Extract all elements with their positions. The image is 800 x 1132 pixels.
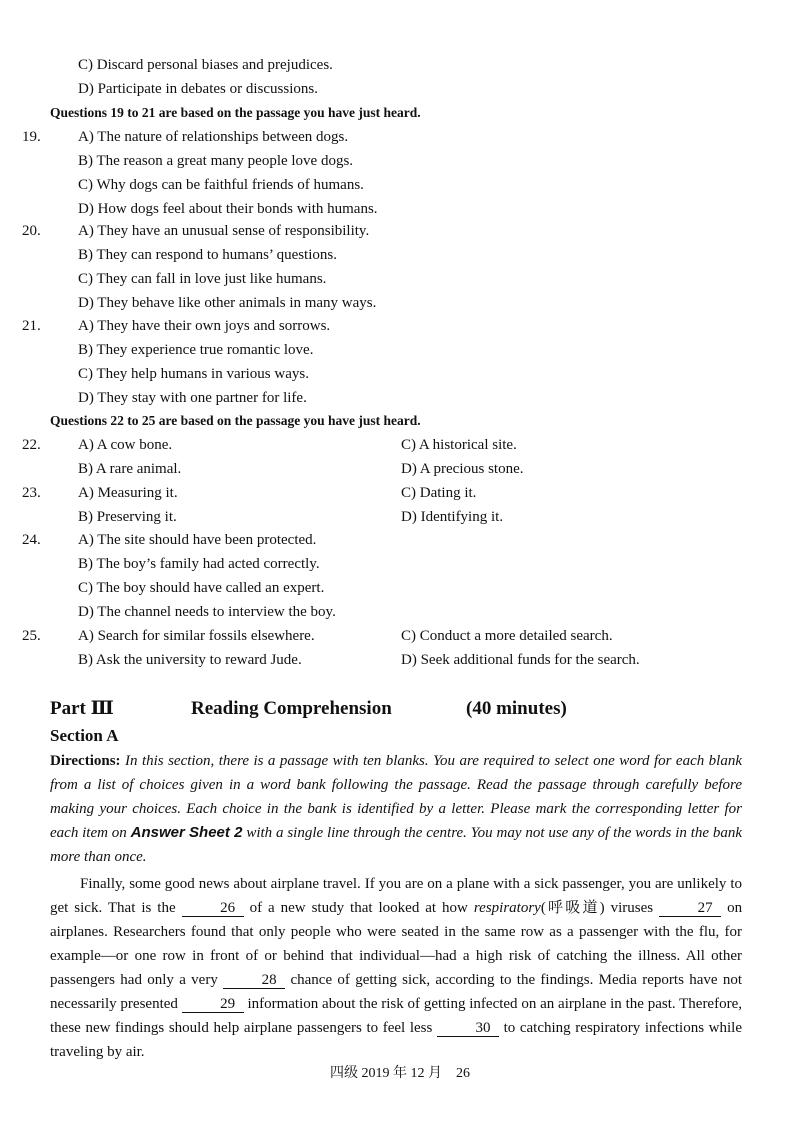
directions-text-1: In this section, there is a passage with ten blanks. You are required to select one word for each blank from a list of choices given in a word bank following the passage. Read the passage through carefully before making your choices. Each choice in the bank is identified by a letter. Please mark the corresponding letter for each item on (50, 753, 742, 841)
option-c: C) Conduct a more detailed search. (401, 628, 613, 644)
question-number: 20. (22, 223, 41, 239)
group-heading-19-21: Questions 19 to 21 are based on the passage you have just heard. (50, 105, 421, 120)
option-a: A) They have their own joys and sorrows. (78, 318, 331, 334)
question-number: 22. (22, 437, 41, 453)
blank-26: 26 (182, 900, 244, 917)
option-a: A) Measuring it. (78, 485, 178, 501)
option-a: A) They have an unusual sense of responsibility. (78, 223, 370, 239)
option-d: D) A precious stone. (401, 461, 524, 477)
option-a: A) A cow bone. (78, 437, 173, 453)
answer-sheet-label: Answer Sheet 2 (130, 824, 243, 841)
part-label: Part Ⅲ (50, 698, 114, 719)
question-number: 24. (22, 532, 41, 548)
section-title: Section A (50, 726, 119, 745)
directions (50, 749, 742, 869)
part-title: Reading Comprehension (191, 698, 392, 719)
directions-text-2: with a single line through the centre. You may not use any of the words in the bank more than once. (50, 825, 743, 865)
passage: Finally, some good news about airplane travel. If you are on a plane with a sick passenger, you are unlikely to get sick. That is the 26 of a new study that looked at how respiratory(呼吸道) viruses 27 on airplanes. Researchers found that only people who were seated in the same row as a passenger with the flu, for example—or one row in front of or behind that individual—had a high risk of catching the illness. All other passengers had only a very 28 chance of getting sick, according to the findings. Media reports have not necessarily presented 29 information about the risk of getting infected on an airplane in the past. Therefore, these new findings should help airplane passengers to feel less 30 to catching respiratory infections while traveling by air. (50, 876, 743, 1060)
question-number: 23. (22, 485, 41, 501)
option-a: A) The site should have been protected. (78, 532, 317, 548)
respiratory-term: respiratory (473, 900, 541, 916)
option-d: D) Identifying it. (401, 509, 504, 525)
option-d: D) Seek additional funds for the search. (401, 652, 640, 668)
part-time: (40 minutes) (466, 698, 567, 719)
blank-28: 28 (223, 972, 285, 989)
option-a: A) Search for similar fossils elsewhere. (78, 628, 315, 644)
blank-30: 30 (437, 1020, 499, 1037)
question-number: 25. (22, 628, 41, 644)
option-b: B) A rare animal. (78, 461, 182, 477)
question-number: 19. (22, 129, 41, 145)
directions-label: Directions: (50, 753, 121, 769)
option-c: C) A historical site. (401, 437, 517, 453)
page-footer: 四级 2019 年 12 月 26 (330, 1066, 470, 1081)
blank-27: 27 (659, 900, 721, 917)
option-b: B) Ask the university to reward Jude. (78, 652, 302, 668)
option-b: B) Preserving it. (78, 509, 177, 525)
exam-page: C) Discard personal biases and prejudices. D) Participate in debates or discussions. Questions 19 to 21 are based on the passage you have just heard. 19. A) The nature of relationships between dogs. B) The reason a great many people love dogs. C) Why dogs can be faithful friends of humans. D) How dogs feel about their bonds with humans. 20. A) They have an unusual sense of responsibility. B) They can respond to humans’ questions. C) They can fall in love just like humans. D) They behave like other animals in many ways. 21. A) They have their own joys and sorrows. B) They experience true romantic love. C) They help humans in various ways. D) They stay with one partner for life. Questions 22 to 25 are based on the passage you have just heard. 22. A) A cow bone. C) A historical site. B) A rare animal. D) A precious stone. 23. A) Measuring it. C) Dating it. B) Preserving it. D) Identifying it. 24. A) The site should have been protected. B) The boy’s family had acted correctly. C) The boy should have called an expert. D) The channel needs to interview the boy. 25. A) Search for similar fossils elsewhere. C) Conduct a more detailed search. B) Ask the university to reward Jude. D) Seek additional funds for the search. Part Ⅲ Reading Comprehension (40 minutes) Section A Directions: In this section, there is a passage with ten blanks. You are required to select one word for each blank from a list of choices given in a word bank following the passage. Read the passage through carefully before making your choices. Each choice in the bank is identified by a letter. Please mark the corresponding letter for each item on Answer Sheet 2 with a single line through the centre. You may not use any of the words in the bank more than once. Finally, some good news about airplane travel. If you are on a plane with a sick passenger, you are unlikely to get sick. That is the 26 of a new study that looked at how respiratory(呼吸道) viruses 27 on airplanes. Researchers found that only people who were seated in the same row as a passenger with the flu, for example—or one row in front of or behind that individual—had a high risk of catching the illness. All other passengers had only a very 28 chance of getting sick, according to the findings. Media reports have not necessarily presented 29 information about the risk of getting infected on an airplane in the past. Therefore, these new findings should help airplane passengers to feel less 30 to catching respiratory infections while traveling by air. 四级 2019 年 12 月 26 (0, 0, 800, 1132)
blank-29: 29 (182, 996, 244, 1013)
option-a: A) The nature of relationships between dogs. (78, 129, 349, 145)
option-c: C) Dating it. (401, 485, 477, 501)
respiratory-gloss: (呼吸道) (540, 900, 605, 916)
group-heading-22-25: Questions 22 to 25 are based on the passage you have just heard. (50, 413, 421, 428)
question-number: 21. (22, 318, 41, 334)
